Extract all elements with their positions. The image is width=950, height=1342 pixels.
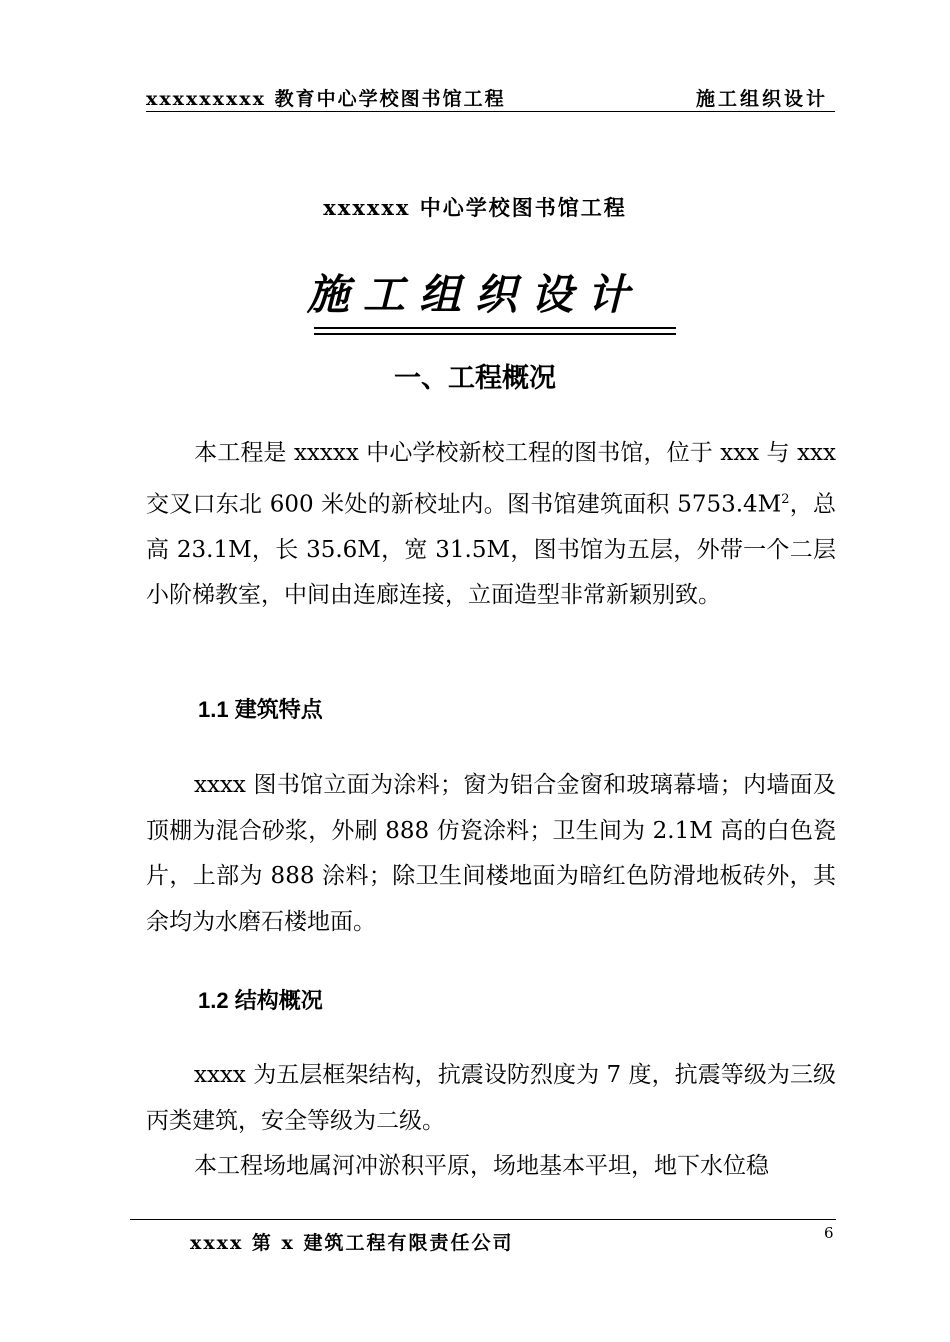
intro-paragraph — [146, 431, 836, 619]
intro-superscript: 2 — [781, 491, 790, 507]
site-paragraph — [146, 1144, 836, 1190]
structure-text: xxxx 为五层框架结构，抗震设防烈度为 7 度，抗震等级为三级丙类建筑，安全等级为二级。 — [146, 1062, 836, 1134]
site-text: 本工程场地属河冲淤积平原，场地基本平坦，地下水位稳 — [194, 1153, 769, 1179]
section-heading: 一、工程概况 — [394, 363, 556, 394]
header-project-name: xxxxxxxxx 教育中心学校图书馆工程 — [146, 88, 506, 110]
header-divider — [146, 111, 835, 112]
architecture-paragraph — [146, 763, 836, 945]
architecture-text: xxxx 图书馆立面为涂料；窗为铝合金窗和玻璃幕墙；内墙面及顶棚为混合砂浆，外刷 888 仿瓷涂料；卫生间为 2.1M 高的白色瓷片，上部为 888 涂料；除卫生间楼地面为暗红色防滑地板砖外，其余均为水磨石楼地面。 — [146, 772, 836, 935]
title-underline-top — [314, 327, 676, 329]
footer-company: xxxx 第 x 建筑工程有限责任公司 — [190, 1232, 514, 1254]
cover-title: 施工组织设计 — [306, 270, 643, 319]
footer-divider — [130, 1219, 836, 1220]
structure-paragraph — [146, 1053, 836, 1144]
intro-text-part2: ，总高 23.1M，长 35.6M，宽 31.5M，图书馆为五层，外带一个二层小阶梯教室，中间由连廊连接，立面造型非常新颖别致。 — [146, 491, 836, 609]
cover-subtitle: xxxxxx 中心学校图书馆工程 — [323, 195, 627, 220]
title-underline-bottom — [314, 333, 676, 335]
page-number: 6 — [824, 1224, 834, 1242]
intro-text-part1: 本工程是 xxxxx 中心学校新校工程的图书馆，位于 xxx 与 xxx 交叉口东北 600 米处的新校址内。图书馆建筑面积 5753.4M — [146, 440, 836, 518]
header-doc-type: 施工组织设计 — [696, 88, 829, 110]
subsection-heading-structure: 1.2 结构概况 — [198, 988, 323, 1013]
subsection-heading-architecture: 1.1 建筑特点 — [198, 697, 323, 722]
